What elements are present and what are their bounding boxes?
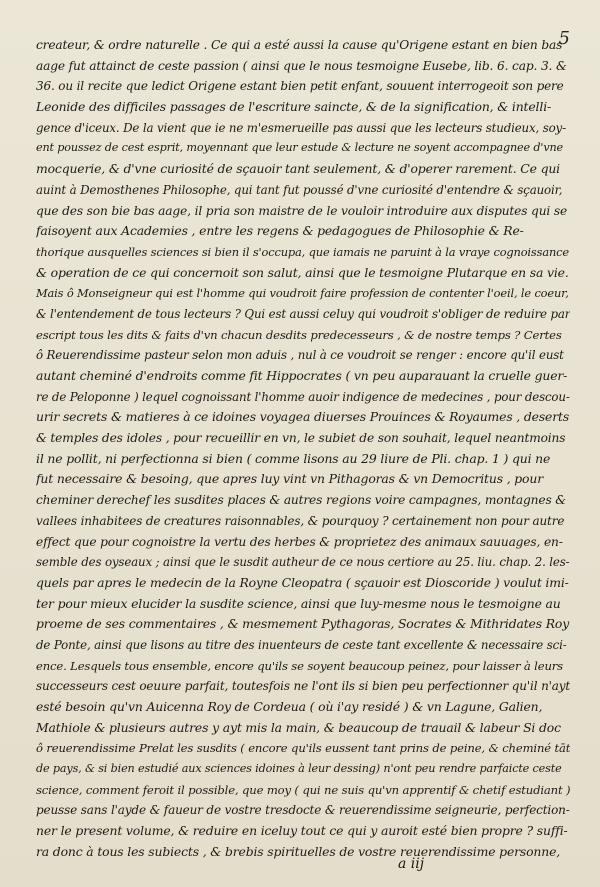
- text-line: & operation de ce qui concernoit son salut, ainsi que le tesmoigne Plutarque en sa vie.: [36, 264, 569, 280]
- text-line: ner le present volume, & reduire en iceluy tout ce qui y auroit esté bien propre ? suffi-: [36, 823, 568, 839]
- text-line: ô Reuerendissime pasteur selon mon aduis , nul à ce voudroit se renger : encore qu'il eust: [36, 348, 564, 363]
- text-line: Mais ô Monseigneur qui est l'homme qui voudroit faire profession de contenter l'oeil, le coeur,: [36, 286, 569, 301]
- text-line: Leonide des difficiles passages de l'escriture saincte, & de la signification, & intelli-: [36, 99, 552, 115]
- text-line: de pays, & si bien estudié aux sciences idoines à leur dessing) n'ont peu rendre parfaicte ceste: [36, 762, 562, 776]
- text-line: semble des oyseaux ; ainsi que le susdit autheur de ce nous certiore au 25. liu. chap. 2. les-: [36, 555, 570, 570]
- text-line: peusse sans l'ayde & faueur de vostre tresdocte & reuerendissime seigneurie, perfection-: [36, 803, 570, 818]
- text-line: successeurs cest oeuure parfait, toutesfois ne l'ont ils si bien peu perfectionner qu'il n'ayt: [36, 679, 570, 694]
- body-text: [36, 35, 570, 863]
- text-line: vallees inhabitees de creatures raisonnables, & pourquoy ? certainement non pour autre: [36, 513, 565, 528]
- text-line: urir secrets & matieres à ce idoines voyagea diuerses Prouinces & Royaumes , deserts: [36, 409, 570, 425]
- text-line: ent poussez de cest esprit, moyennant que leur estude & lecture ne soyent accompagnee d'vne: [36, 141, 564, 155]
- text-line: 36. ou il recite que ledict Origene estant bien petit enfant, souuent interrogeoit son pere: [36, 79, 564, 94]
- text-line: thorique ausquelles sciences si bien il s'occupa, que iamais ne paruint à la vraye cognoissance: [36, 244, 569, 259]
- text-line: effect que pour cognoistre la vertu des herbes & proprietez des animaux sauuages, en-: [36, 534, 563, 549]
- text-line: ô reuerendissime Prelat les susdits ( encore qu'ils eussent tant prins de peine, & cheminé tāt: [36, 741, 570, 756]
- text-line: cheminer derechef les susdites places & autres regions voire campagnes, montagnes &: [36, 493, 566, 508]
- page-number: 5: [558, 28, 570, 49]
- text-line: auint à Demosthenes Philosophe, qui tant fut poussé d'vne curiosité d'entendre & sçauoir,: [36, 182, 563, 197]
- text-line: que des son bie bas aage, il pria son maistre de le vouloir introduire aux disputes qui se: [36, 203, 568, 218]
- text-line: mocquerie, & d'vne curiosité de sçauoir tant seulement, & d'operer rarement. Ce qui: [36, 161, 560, 177]
- text-line: science, comment feroit il possible, que moy ( qui ne suis qu'vn apprentif & chetif estudiant ): [36, 782, 570, 797]
- text-line: Mathiole & plusieurs autres y ayt mis la main, & beaucoup de trauail & labeur Si doc: [36, 719, 561, 735]
- text-line: esté besoin qu'vn Auicenna Roy de Cordeua ( où i'ay residé ) & vn Lagune, Galien,: [36, 699, 543, 714]
- text-line: aage fut attainct de ceste passion ( ainsi que le nous tesmoigne Eusebe, lib. 6. cap. 3. &: [36, 58, 567, 73]
- text-line: ence. Lesquels tous ensemble, encore qu'ils se soyent beaucoup peinez, pour laisser à leurs: [36, 658, 563, 673]
- text-line: escript tous les dits & faits d'vn chacun desdits predecesseurs , & de nostre temps ? Certes: [36, 327, 562, 342]
- text-line: createur, & ordre naturelle . Ce qui a esté aussi la cause qu'Origene estant en bien bas: [36, 38, 563, 52]
- text-line: re de Peloponne ) lequel cognoissant l'homme auoir indigence de medecines , pour descou-: [36, 389, 570, 404]
- text-line: ra donc à tous les subiects , & brebis spirituelles de vostre reuerendissime personne,: [36, 843, 561, 859]
- text-line: faisoyent aux Academies , entre les regens & pedagogues de Philosophie & Re-: [36, 223, 524, 239]
- text-line: autant cheminé d'endroits comme fit Hippocrates ( vn peu auparauant la cruelle guer-: [36, 368, 568, 383]
- text-line: fut necessaire & besoing, que apres luy vint vn Pithagoras & vn Democritus , pour: [36, 471, 543, 487]
- text-line: quels par apres le medecin de la Royne Cleopatra ( sçauoir est Dioscoride ) voulut imi-: [36, 574, 569, 590]
- text-line: il ne pollit, ni perfectionna si bien ( comme lisons au 29 liure de Pli. chap. 1 ) qui ne: [36, 450, 551, 466]
- text-line: & l'entendement de tous lecteurs ? Qui est aussi celuy qui voudroit s'obliger de reduire par: [36, 306, 570, 321]
- signature-mark: a iij: [398, 856, 425, 872]
- text-line: gence d'iceux. De la vient que ie ne m'esmerueille pas aussi que les lecteurs studieux, soy-: [36, 120, 566, 135]
- text-line: & temples des idoles , pour recueillir en vn, le subiet de son souhait, lequel neantmoins: [36, 431, 566, 446]
- text-line: de Ponte, ainsi que lisons au titre des inuenteurs de ceste tant excellente & necessaire sci-: [36, 637, 567, 652]
- text-line: proeme de ses commentaires , & mesmement Pythagoras, Socrates & Mithridates Roy: [36, 616, 570, 632]
- text-line: ter pour mieux elucider la susdite science, ainsi que luy-mesme nous le tesmoigne au: [36, 595, 561, 611]
